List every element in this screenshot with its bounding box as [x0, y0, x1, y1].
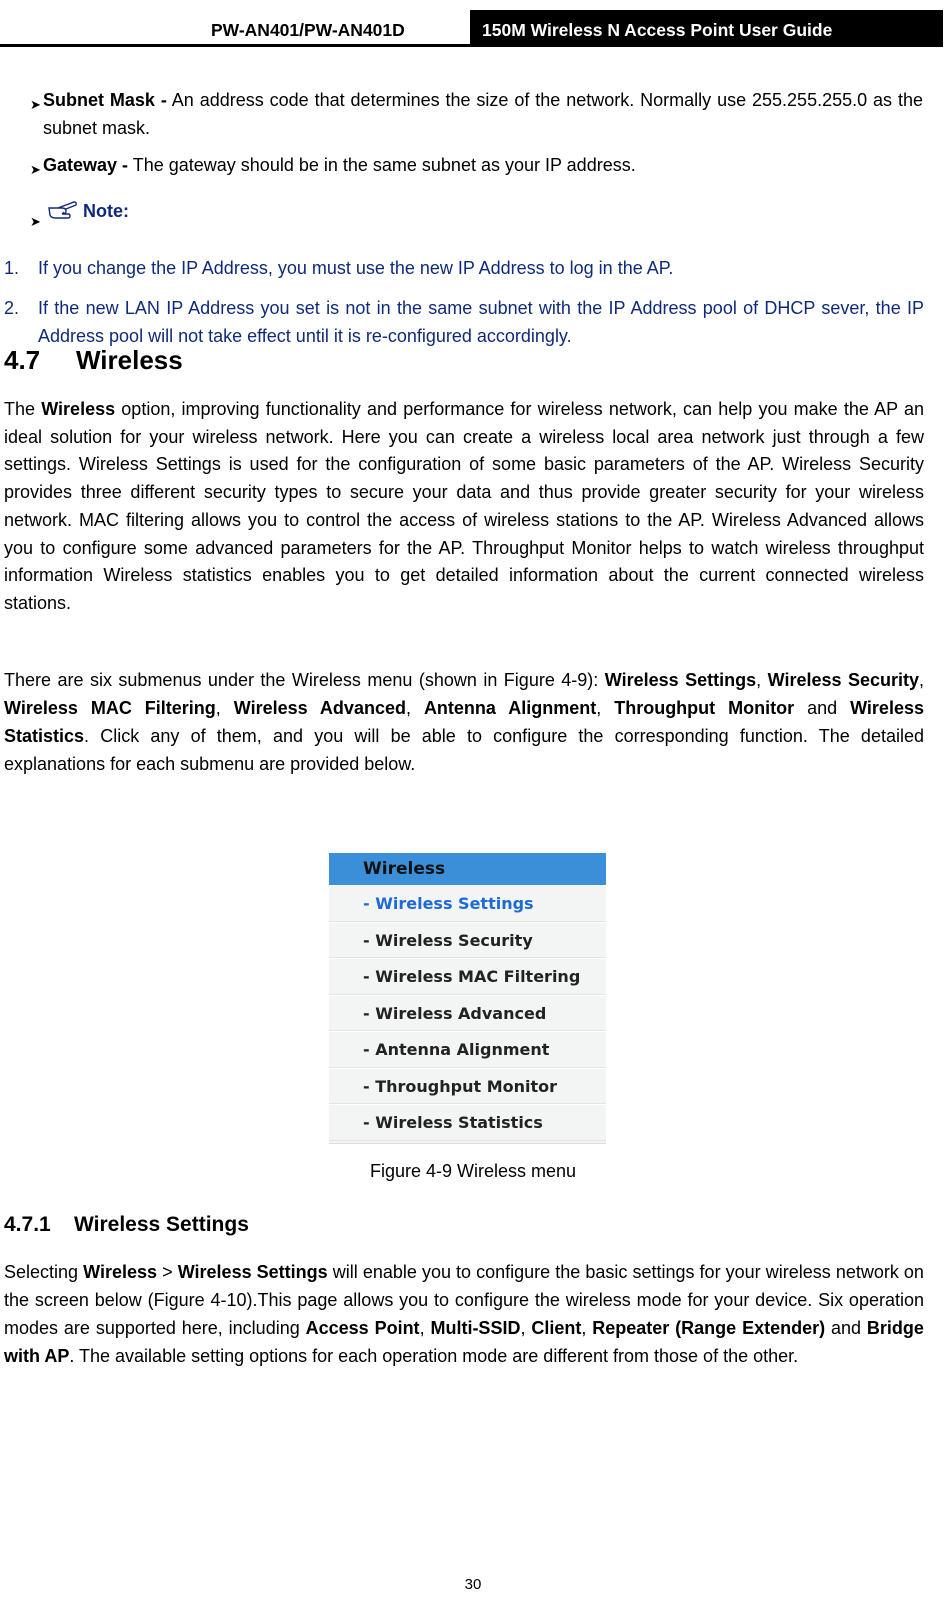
gateway-text: The gateway should be in the same subnet as your IP address. — [132, 155, 636, 175]
text-run-bold: Wireless MAC Filtering — [4, 698, 216, 718]
menu-item-wireless-security[interactable]: - Wireless Security — [329, 922, 606, 959]
menu-item-throughput-monitor[interactable]: - Throughput Monitor — [329, 1068, 606, 1105]
header-model: PW-AN401/PW-AN401D — [211, 20, 405, 40]
bullet-arrow-icon: ➤ — [30, 97, 41, 112]
text-run: The — [4, 399, 36, 419]
note-number: 1. — [4, 258, 20, 278]
text-run-bold: Repeater (Range Extender) — [592, 1318, 826, 1338]
intro-paragraph-2: There are six submenus under the Wireless menu (shown in Figure 4-9): Wireless Settings, Wireless Security, Wireless MAC Filtering, Wireless Advanced, Antenna Alignment, Throughput Monitor and Wireless Statistics. Click any of them, and you will be able to configure the corresponding function. The detailed explanations for each submenu are provided below. — [4, 670, 924, 774]
note-item-2 — [4, 295, 924, 350]
text-run-bold: Wireless Settings — [177, 1262, 328, 1282]
text-run: Selecting — [4, 1262, 79, 1282]
wireless-menu-figure — [329, 853, 606, 1144]
note-item-1 — [4, 255, 924, 283]
text-run: . Click any of them, and you will be able to configure the corresponding function. The detailed explanations for each submenu are provided below. — [4, 726, 924, 774]
menu-item-wireless-settings[interactable]: - Wireless Settings — [329, 885, 606, 922]
menu-item-wireless-statistics[interactable]: - Wireless Statistics — [329, 1104, 606, 1141]
text-run: will enable you to configure the basic settings for your wireless network on the screen below (Figure 4-10).This page allows you to configure the wireless mode for your device. Six operation modes are supported here, including — [4, 1262, 924, 1338]
menu-item-wireless-advanced[interactable]: - Wireless Advanced — [329, 995, 606, 1032]
note-text: If you change the IP Address, you must use the new IP Address to log in the AP. — [38, 258, 674, 278]
text-run-bold: Wireless Settings — [604, 670, 757, 690]
menu-item-wireless-mac-filtering[interactable]: - Wireless MAC Filtering — [329, 958, 606, 995]
text-run: and — [830, 1318, 862, 1338]
header-title: 150M Wireless N Access Point User Guide — [470, 10, 943, 44]
text-run: option, improving functionality and performance for wireless network, can help you make the AP an ideal solution for your wireless network. Here you can create a wireless local area network just through a few settings. Wireless Settings is used for the configuration of some basic parameters of the AP. Wireless Security provides three different security types to secure your data and thus provide greater security for your wireless network. MAC filtering allows you to control the access of wireless stations to the AP. Wireless Advanced allows you to configure some advanced parameters for the AP. Throughput Monitor helps to watch wireless throughput information Wireless statistics enables you to get detailed information about the current connected wireless stations. — [4, 399, 924, 613]
subnet-mask-label: Subnet Mask - — [43, 90, 167, 110]
subsection-number: 4.7.1 — [4, 1213, 51, 1236]
text-run: . The available setting options for each operation mode are different from those of the other. — [69, 1346, 799, 1366]
bullet-arrow-icon: ➤ — [30, 214, 41, 229]
gateway-label: Gateway - — [43, 155, 129, 175]
subnet-mask-text: An address code that determines the size of the network. Normally use 255.255.255.0 as the subnet mask. — [43, 90, 923, 138]
note-heading — [48, 198, 129, 230]
section-number: 4.7 — [4, 345, 41, 375]
section-title: Wireless — [76, 345, 183, 375]
bullet-arrow-icon: ➤ — [30, 162, 41, 177]
text-run-bold: Antenna Alignment — [423, 698, 597, 718]
page-header — [0, 10, 943, 47]
text-run-bold: Wireless Statistics — [4, 698, 924, 746]
settings-paragraph: Selecting Wireless > Wireless Settings will enable you to configure the basic settings for your wireless network on the screen below (Figure 4-10).This page allows you to configure the wireless mode for your device. Six operation modes are supported here, including Access Point, Multi-SSID, Client, Repeater (Range Extender) and Bridge with AP. The available setting options for each operation mode are different from those of the other. — [4, 1262, 924, 1366]
note-label: Note: — [83, 201, 130, 221]
text-run: > — [162, 1262, 173, 1282]
text-run-bold: Wireless — [83, 1262, 158, 1282]
text-run-bold: Wireless Advanced — [233, 698, 406, 718]
note-number: 2. — [4, 298, 20, 318]
text-run-bold: Multi-SSID — [430, 1318, 521, 1338]
text-run-bold: Wireless — [41, 399, 116, 419]
subsection-heading — [4, 1213, 249, 1237]
menu-item-antenna-alignment[interactable]: - Antenna Alignment — [329, 1031, 606, 1068]
text-run-bold: Wireless Security — [767, 670, 919, 690]
pointing-hand-icon — [48, 199, 78, 230]
text-run-bold: Access Point — [305, 1318, 420, 1338]
figure-caption: Figure 4-9 Wireless menu — [369, 1161, 577, 1181]
page-number: 30 — [464, 1576, 482, 1593]
section-heading — [4, 345, 183, 376]
text-run: There are six submenus under the Wireless menu (shown in Figure 4-9): — [4, 670, 599, 690]
bullet-subnet-mask — [43, 87, 923, 142]
text-run-bold: Client — [531, 1318, 582, 1338]
text-run-bold: Throughput Monitor — [614, 698, 795, 718]
subsection-title: Wireless Settings — [74, 1213, 249, 1236]
text-run-bold: Bridge with AP — [4, 1318, 924, 1366]
intro-paragraph-1 — [4, 396, 924, 618]
bullet-gateway — [43, 152, 923, 180]
text-run: and — [807, 698, 838, 718]
menu-header-wireless[interactable]: Wireless — [329, 853, 606, 885]
note-text: If the new LAN IP Address you set is not in the same subnet with the IP Address pool of DHCP sever, the IP Address pool will not take effect until it is re-configured accordingly. — [38, 298, 924, 346]
